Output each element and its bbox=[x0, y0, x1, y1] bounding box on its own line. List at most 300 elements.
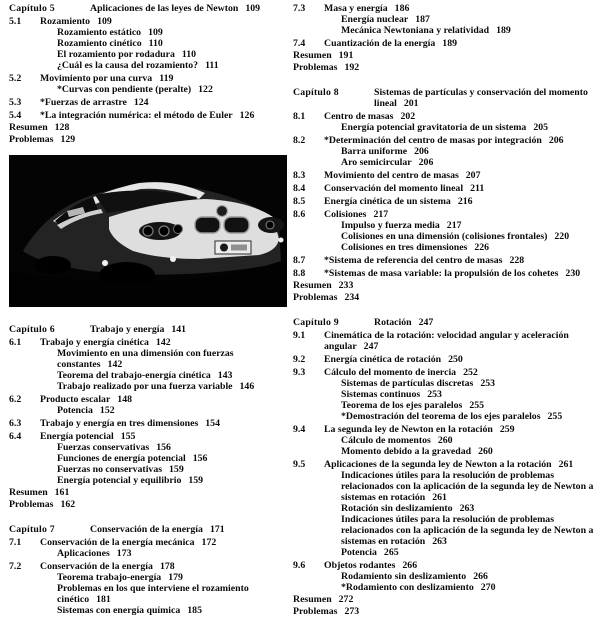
toc-entry-row bbox=[293, 389, 597, 400]
entry-title: Movimiento en una dimensión con fuerzas constantes bbox=[57, 348, 234, 370]
toc-entry-row bbox=[9, 487, 291, 498]
entry-body bbox=[324, 3, 597, 14]
toc-entry-row bbox=[9, 583, 291, 605]
entry-title: Conservación de la energía bbox=[90, 524, 203, 535]
section-number: 9.2 bbox=[293, 354, 306, 365]
entry-title: Cálculo del momento de inercia bbox=[324, 367, 457, 378]
entry-body bbox=[293, 594, 597, 605]
entry-body bbox=[341, 378, 597, 389]
section-number: 5.4 bbox=[9, 110, 22, 121]
toc-entry-row bbox=[9, 605, 291, 616]
section-number: 8.3 bbox=[293, 170, 306, 181]
entry-body bbox=[341, 400, 597, 411]
toc-entry-row bbox=[9, 548, 291, 559]
chapter-label: Capítulo 9 bbox=[293, 317, 339, 328]
toc-entry-row bbox=[293, 62, 597, 73]
toc-entry-row bbox=[9, 16, 291, 27]
bmw-car-photo bbox=[9, 155, 287, 307]
entry-title: Momento debido a la gravedad bbox=[341, 446, 472, 457]
toc-entry-row bbox=[9, 572, 291, 583]
section-number: 5.2 bbox=[9, 73, 22, 84]
toc-entry-row bbox=[293, 470, 597, 503]
toc-entry-row bbox=[9, 394, 291, 405]
toc-entry-row bbox=[293, 122, 597, 133]
entry-title: Teorema trabajo-energía bbox=[57, 572, 162, 583]
section-number: 7.3 bbox=[293, 3, 306, 14]
entry-title: Funciones de energía potencial bbox=[57, 453, 186, 464]
toc-entry-row bbox=[293, 157, 597, 168]
entry-title: Rotación bbox=[374, 317, 412, 328]
entry-page-number: 205 bbox=[533, 122, 549, 133]
entry-page-number: 261 bbox=[558, 459, 574, 470]
entry-body bbox=[57, 442, 291, 453]
entry-page-number: 260 bbox=[478, 446, 493, 457]
entry-page-number: 185 bbox=[187, 605, 202, 616]
entry-page-number: 189 bbox=[442, 38, 457, 49]
entry-body bbox=[341, 503, 597, 514]
entry-title: Barra uniforme bbox=[341, 146, 408, 157]
entry-body bbox=[341, 122, 597, 133]
entry-title: Cinemática de la rotación: velocidad angular y aceleración angular bbox=[324, 330, 569, 352]
entry-page-number: 265 bbox=[383, 547, 399, 558]
entry-page-number: 172 bbox=[201, 537, 217, 548]
toc-entry-row bbox=[9, 60, 291, 71]
toc-entry-row bbox=[293, 547, 597, 558]
entry-title: La segunda ley de Newton en la rotación bbox=[324, 424, 493, 435]
entry-title: Conservación de la energía bbox=[40, 561, 153, 572]
entry-title: Energía cinética de rotación bbox=[324, 354, 442, 365]
section-number: 9.5 bbox=[293, 459, 306, 470]
entry-title: ¿Cuál es la causa del rozamiento? bbox=[57, 60, 199, 71]
toc-entry-row bbox=[9, 370, 291, 381]
entry-body bbox=[57, 572, 291, 583]
entry-body bbox=[324, 196, 597, 207]
entry-body bbox=[57, 49, 291, 60]
entry-title: *Curvas con pendiente (peralte) bbox=[57, 84, 192, 95]
entry-page-number: 159 bbox=[169, 464, 184, 475]
entry-title: *La integración numérica: el método de Euler bbox=[40, 110, 233, 121]
entry-title: Problemas bbox=[9, 134, 54, 145]
entry-title: Aplicaciones de las leyes de Newton bbox=[90, 3, 239, 14]
entry-page-number: 191 bbox=[338, 50, 354, 61]
toc-entry-row bbox=[293, 135, 597, 146]
entry-page-number: 230 bbox=[565, 268, 581, 279]
entry-page-number: 228 bbox=[509, 255, 525, 266]
toc-entry-row bbox=[9, 475, 291, 486]
toc-entry-row bbox=[293, 594, 597, 605]
entry-page-number: 155 bbox=[120, 431, 136, 442]
section-number: 8.8 bbox=[293, 268, 306, 279]
entry-title: El rozamiento por rodadura bbox=[57, 49, 175, 60]
entry-body bbox=[40, 418, 291, 429]
section-number: 9.3 bbox=[293, 367, 306, 378]
toc-column-left bbox=[9, 3, 291, 616]
entry-body bbox=[324, 255, 597, 266]
entry-title: Sistemas con energía química bbox=[57, 605, 181, 616]
entry-page-number: 148 bbox=[117, 394, 132, 405]
entry-page-number: 206 bbox=[548, 135, 564, 146]
section-number: 8.1 bbox=[293, 111, 306, 122]
entry-body bbox=[57, 38, 291, 49]
entry-title: Trabajo y energía en tres dimensiones bbox=[40, 418, 199, 429]
entry-page-number: 142 bbox=[107, 359, 123, 370]
entry-body bbox=[57, 453, 291, 464]
entry-page-number: 253 bbox=[480, 378, 496, 389]
entry-body bbox=[57, 475, 291, 486]
section-number: 6.1 bbox=[9, 337, 22, 348]
entry-body bbox=[341, 220, 597, 231]
toc-entry-row bbox=[9, 348, 291, 370]
entry-body bbox=[57, 348, 291, 370]
entry-title: Resumen bbox=[293, 50, 332, 61]
entry-body bbox=[341, 446, 597, 457]
toc-entry-row bbox=[9, 499, 291, 510]
toc-entry-row bbox=[293, 424, 597, 435]
car-grille-right bbox=[224, 217, 249, 233]
section-number: 6.2 bbox=[9, 394, 22, 405]
toc-column-right bbox=[293, 3, 597, 617]
entry-page-number: 202 bbox=[400, 111, 416, 122]
entry-body bbox=[341, 470, 597, 503]
entry-body bbox=[90, 324, 291, 335]
toc-entry-row bbox=[293, 220, 597, 231]
entry-body bbox=[293, 62, 597, 73]
entry-body bbox=[324, 268, 597, 279]
entry-title: Objetos rodantes bbox=[324, 560, 396, 571]
toc-entry-row bbox=[9, 431, 291, 442]
toc-entry-row bbox=[293, 196, 597, 207]
entry-body bbox=[40, 16, 291, 27]
entry-body bbox=[341, 14, 597, 25]
entry-page-number: 253 bbox=[427, 389, 442, 400]
entry-body bbox=[341, 242, 597, 253]
entry-body bbox=[341, 582, 597, 593]
headlight-lamp bbox=[266, 221, 274, 229]
headlight-lamp bbox=[159, 226, 169, 236]
toc-entry-row bbox=[293, 170, 597, 181]
entry-title: Conservación de la energía mecánica bbox=[40, 537, 195, 548]
entry-page-number: 272 bbox=[338, 594, 354, 605]
entry-title: Problemas bbox=[293, 62, 338, 73]
toc-entry-row bbox=[9, 405, 291, 416]
entry-page-number: 156 bbox=[192, 453, 208, 464]
entry-title: Aplicaciones de la segunda ley de Newton a la rotación bbox=[324, 459, 552, 470]
section-number: 6.3 bbox=[9, 418, 22, 429]
entry-page-number: 216 bbox=[457, 196, 473, 207]
entry-page-number: 266 bbox=[402, 560, 418, 571]
entry-page-number: 263 bbox=[432, 536, 447, 547]
entry-body bbox=[57, 60, 291, 71]
toc-chapter-row bbox=[9, 3, 291, 14]
entry-body bbox=[341, 146, 597, 157]
entry-body bbox=[341, 411, 597, 422]
entry-body bbox=[324, 560, 597, 571]
entry-title: Cálculo de momentos bbox=[341, 435, 431, 446]
entry-title: Trabajo y energía bbox=[90, 324, 165, 335]
toc-chapter-row bbox=[293, 87, 597, 109]
entry-body bbox=[374, 87, 597, 109]
entry-title: Resumen bbox=[9, 487, 48, 498]
entry-body bbox=[90, 524, 291, 535]
toc-entry-row bbox=[293, 411, 597, 422]
headlight-lamp bbox=[143, 226, 153, 236]
entry-title: *Demostración del teorema de los ejes paralelos bbox=[341, 411, 541, 422]
toc-chapter-row bbox=[9, 524, 291, 535]
entry-title: Fuerzas conservativas bbox=[57, 442, 150, 453]
entry-page-number: 124 bbox=[133, 97, 149, 108]
entry-page-number: 181 bbox=[96, 594, 111, 605]
toc-entry-row bbox=[293, 268, 597, 279]
entry-page-number: 273 bbox=[344, 606, 360, 617]
entry-page-number: 226 bbox=[474, 242, 490, 253]
toc-entry-row bbox=[293, 582, 597, 593]
wheel-shadow-rear bbox=[35, 256, 71, 274]
entry-title: Colisiones en una dimensión (colisiones frontales) bbox=[341, 231, 548, 242]
entry-page-number: 206 bbox=[414, 146, 429, 157]
entry-page-number: 255 bbox=[469, 400, 485, 411]
section-number: 5.1 bbox=[9, 16, 22, 27]
toc-entry-row bbox=[293, 183, 597, 194]
entry-title: Problemas bbox=[293, 606, 338, 617]
section-number: 8.5 bbox=[293, 196, 306, 207]
entry-page-number: 109 bbox=[245, 3, 261, 14]
entry-body bbox=[324, 330, 597, 352]
entry-body bbox=[293, 50, 597, 61]
entry-title: Problemas en los que interviene el rozamiento cinético bbox=[57, 583, 249, 605]
bumper-speck bbox=[170, 256, 176, 262]
entry-title: Rozamiento cinético bbox=[57, 38, 142, 49]
entry-page-number: 186 bbox=[394, 3, 410, 14]
toc-entry-row bbox=[293, 560, 597, 571]
entry-body bbox=[324, 424, 597, 435]
entry-title: Energía potencial y equilibrio bbox=[57, 475, 182, 486]
entry-body bbox=[324, 354, 597, 365]
entry-body bbox=[40, 431, 291, 442]
toc-entry-row bbox=[9, 27, 291, 38]
entry-body bbox=[57, 583, 291, 605]
entry-body bbox=[40, 561, 291, 572]
entry-body bbox=[90, 3, 291, 14]
chapter-label: Capítulo 7 bbox=[9, 524, 55, 535]
entry-page-number: 142 bbox=[155, 337, 171, 348]
entry-page-number: 259 bbox=[499, 424, 515, 435]
section-number: 8.6 bbox=[293, 209, 306, 220]
bumper-speck bbox=[279, 238, 284, 243]
entry-title: Movimiento del centro de masas bbox=[324, 170, 459, 181]
bumper-speck bbox=[102, 260, 108, 266]
toc-entry-row bbox=[293, 503, 597, 514]
entry-body bbox=[324, 367, 597, 378]
section-number: 6.4 bbox=[9, 431, 22, 442]
toc-entry-row bbox=[9, 110, 291, 121]
toc-entry-row bbox=[293, 3, 597, 14]
entry-page-number: 154 bbox=[205, 418, 220, 429]
entry-page-number: 233 bbox=[338, 280, 354, 291]
section-number: 5.3 bbox=[9, 97, 22, 108]
entry-body bbox=[57, 405, 291, 416]
entry-body bbox=[40, 537, 291, 548]
entry-title: Rotación sin deslizamiento bbox=[341, 503, 453, 514]
toc-entry-row bbox=[293, 354, 597, 365]
section-number: 8.4 bbox=[293, 183, 306, 194]
toc-entry-row bbox=[9, 337, 291, 348]
toc-entry-row bbox=[293, 38, 597, 49]
toc-entry-row bbox=[293, 400, 597, 411]
entry-title: Conservación del momento lineal bbox=[324, 183, 464, 194]
toc-entry-row bbox=[9, 38, 291, 49]
entry-page-number: 220 bbox=[554, 231, 570, 242]
entry-body bbox=[324, 183, 597, 194]
entry-title: Indicaciones útiles para la resolución de problemas relacionados con la aplicación de la segunda ley de Newton a sistemas en rotación bbox=[341, 470, 594, 503]
entry-title: Producto escalar bbox=[40, 394, 111, 405]
toc-entry-row bbox=[9, 453, 291, 464]
entry-body bbox=[57, 464, 291, 475]
entry-page-number: 247 bbox=[418, 317, 434, 328]
toc-entry-row bbox=[293, 255, 597, 266]
section-number: 7.4 bbox=[293, 38, 306, 49]
entry-page-number: 156 bbox=[156, 442, 171, 453]
entry-title: Colisiones bbox=[324, 209, 367, 220]
entry-body bbox=[341, 157, 597, 168]
toc-entry-row bbox=[293, 367, 597, 378]
entry-body bbox=[341, 547, 597, 558]
entry-page-number: 179 bbox=[168, 572, 183, 583]
entry-body bbox=[341, 571, 597, 582]
toc-entry-row bbox=[293, 330, 597, 352]
entry-title: Aplicaciones bbox=[57, 548, 110, 559]
toc-entry-row bbox=[293, 280, 597, 291]
entry-page-number: 111 bbox=[205, 60, 219, 71]
entry-title: Movimiento por una curva bbox=[40, 73, 153, 84]
entry-body bbox=[57, 605, 291, 616]
entry-title: *Fuerzas de arrastre bbox=[40, 97, 127, 108]
entry-page-number: 146 bbox=[239, 381, 255, 392]
toc-entry-row bbox=[293, 209, 597, 220]
entry-body bbox=[40, 110, 291, 121]
entry-page-number: 141 bbox=[171, 324, 187, 335]
entry-body bbox=[341, 231, 597, 242]
entry-page-number: 270 bbox=[480, 582, 496, 593]
entry-title: Masa y energía bbox=[324, 3, 388, 14]
entry-body bbox=[293, 292, 597, 303]
entry-page-number: 187 bbox=[415, 14, 430, 25]
entry-page-number: 119 bbox=[159, 73, 174, 84]
entry-page-number: 266 bbox=[473, 571, 488, 582]
entry-body bbox=[40, 97, 291, 108]
entry-title: Resumen bbox=[293, 280, 332, 291]
chapter-label: Capítulo 6 bbox=[9, 324, 55, 335]
entry-page-number: 255 bbox=[547, 411, 563, 422]
entry-title: Impulso y fuerza media bbox=[341, 220, 440, 231]
entry-title: Indicaciones útiles para la resolución de problemas relacionados con la aplicación de la segunda ley de Newton a sistemas en rotación bbox=[341, 514, 594, 547]
entry-page-number: 161 bbox=[54, 487, 70, 498]
entry-body bbox=[9, 499, 291, 510]
entry-page-number: 159 bbox=[188, 475, 204, 486]
toc-chapter-row bbox=[9, 324, 291, 335]
toc-entry-row bbox=[293, 378, 597, 389]
entry-page-number: 109 bbox=[97, 16, 112, 27]
entry-page-number: 207 bbox=[465, 170, 481, 181]
entry-page-number: 234 bbox=[344, 292, 360, 303]
entry-body bbox=[341, 389, 597, 400]
entry-page-number: 192 bbox=[344, 62, 360, 73]
toc-entry-row bbox=[9, 73, 291, 84]
toc-entry-row bbox=[293, 292, 597, 303]
entry-page-number: 171 bbox=[209, 524, 225, 535]
entry-body bbox=[57, 381, 291, 392]
toc-entry-row bbox=[293, 435, 597, 446]
entry-title: Centro de masas bbox=[324, 111, 394, 122]
entry-body bbox=[9, 122, 291, 133]
entry-title: *Rodamiento con deslizamiento bbox=[341, 582, 474, 593]
entry-body bbox=[324, 38, 597, 49]
entry-page-number: 110 bbox=[148, 38, 163, 49]
section-number: 9.1 bbox=[293, 330, 306, 341]
entry-title: Resumen bbox=[9, 122, 48, 133]
entry-title: Colisiones en tres dimensiones bbox=[341, 242, 468, 253]
entry-title: Trabajo realizado por una fuerza variable bbox=[57, 381, 233, 392]
entry-page-number: 122 bbox=[198, 84, 213, 95]
section-number: 8.7 bbox=[293, 255, 306, 266]
toc-entry-row bbox=[9, 561, 291, 572]
entry-body bbox=[293, 606, 597, 617]
bmw-roundel-icon bbox=[217, 206, 228, 217]
entry-body bbox=[9, 487, 291, 498]
entry-title: Problemas bbox=[9, 499, 54, 510]
entry-page-number: 129 bbox=[60, 134, 76, 145]
entry-body bbox=[57, 548, 291, 559]
entry-body bbox=[57, 370, 291, 381]
entry-body bbox=[40, 394, 291, 405]
entry-page-number: 109 bbox=[148, 27, 163, 38]
chapter-label: Capítulo 8 bbox=[293, 87, 339, 98]
entry-body bbox=[324, 170, 597, 181]
entry-title: Sistemas continuos bbox=[341, 389, 421, 400]
entry-title: Sistemas de partículas discretas bbox=[341, 378, 474, 389]
toc-entry-row bbox=[9, 122, 291, 133]
entry-title: Trabajo y energía cinética bbox=[40, 337, 149, 348]
entry-body bbox=[9, 134, 291, 145]
toc-entry-row bbox=[293, 231, 597, 242]
entry-page-number: 189 bbox=[496, 25, 511, 36]
entry-title: Energía potencial bbox=[40, 431, 114, 442]
entry-title: Energía nuclear bbox=[341, 14, 409, 25]
toc-entry-row bbox=[293, 446, 597, 457]
entry-title: Teorema del trabajo-energía cinética bbox=[57, 370, 211, 381]
entry-title: Aro semicircular bbox=[341, 157, 412, 168]
entry-title: Resumen bbox=[293, 594, 332, 605]
entry-page-number: 252 bbox=[463, 367, 478, 378]
entry-body bbox=[341, 435, 597, 446]
plate-text-blur bbox=[231, 245, 247, 251]
entry-page-number: 152 bbox=[99, 405, 115, 416]
entry-title: Energía potencial gravitatoria de un sistema bbox=[341, 122, 527, 133]
toc-entry-row bbox=[9, 418, 291, 429]
toc-entry-row bbox=[9, 84, 291, 95]
entry-title: Potencia bbox=[57, 405, 93, 416]
entry-page-number: 217 bbox=[446, 220, 462, 231]
entry-page-number: 143 bbox=[217, 370, 233, 381]
toc-entry-row bbox=[293, 571, 597, 582]
entry-title: Fuerzas no conservativas bbox=[57, 464, 163, 475]
entry-page-number: 206 bbox=[418, 157, 434, 168]
entry-page-number: 128 bbox=[54, 122, 70, 133]
entry-body bbox=[374, 317, 597, 328]
toc-entry-row bbox=[293, 50, 597, 61]
entry-page-number: 201 bbox=[403, 98, 419, 109]
section-number: 8.2 bbox=[293, 135, 306, 146]
entry-body bbox=[40, 337, 291, 348]
